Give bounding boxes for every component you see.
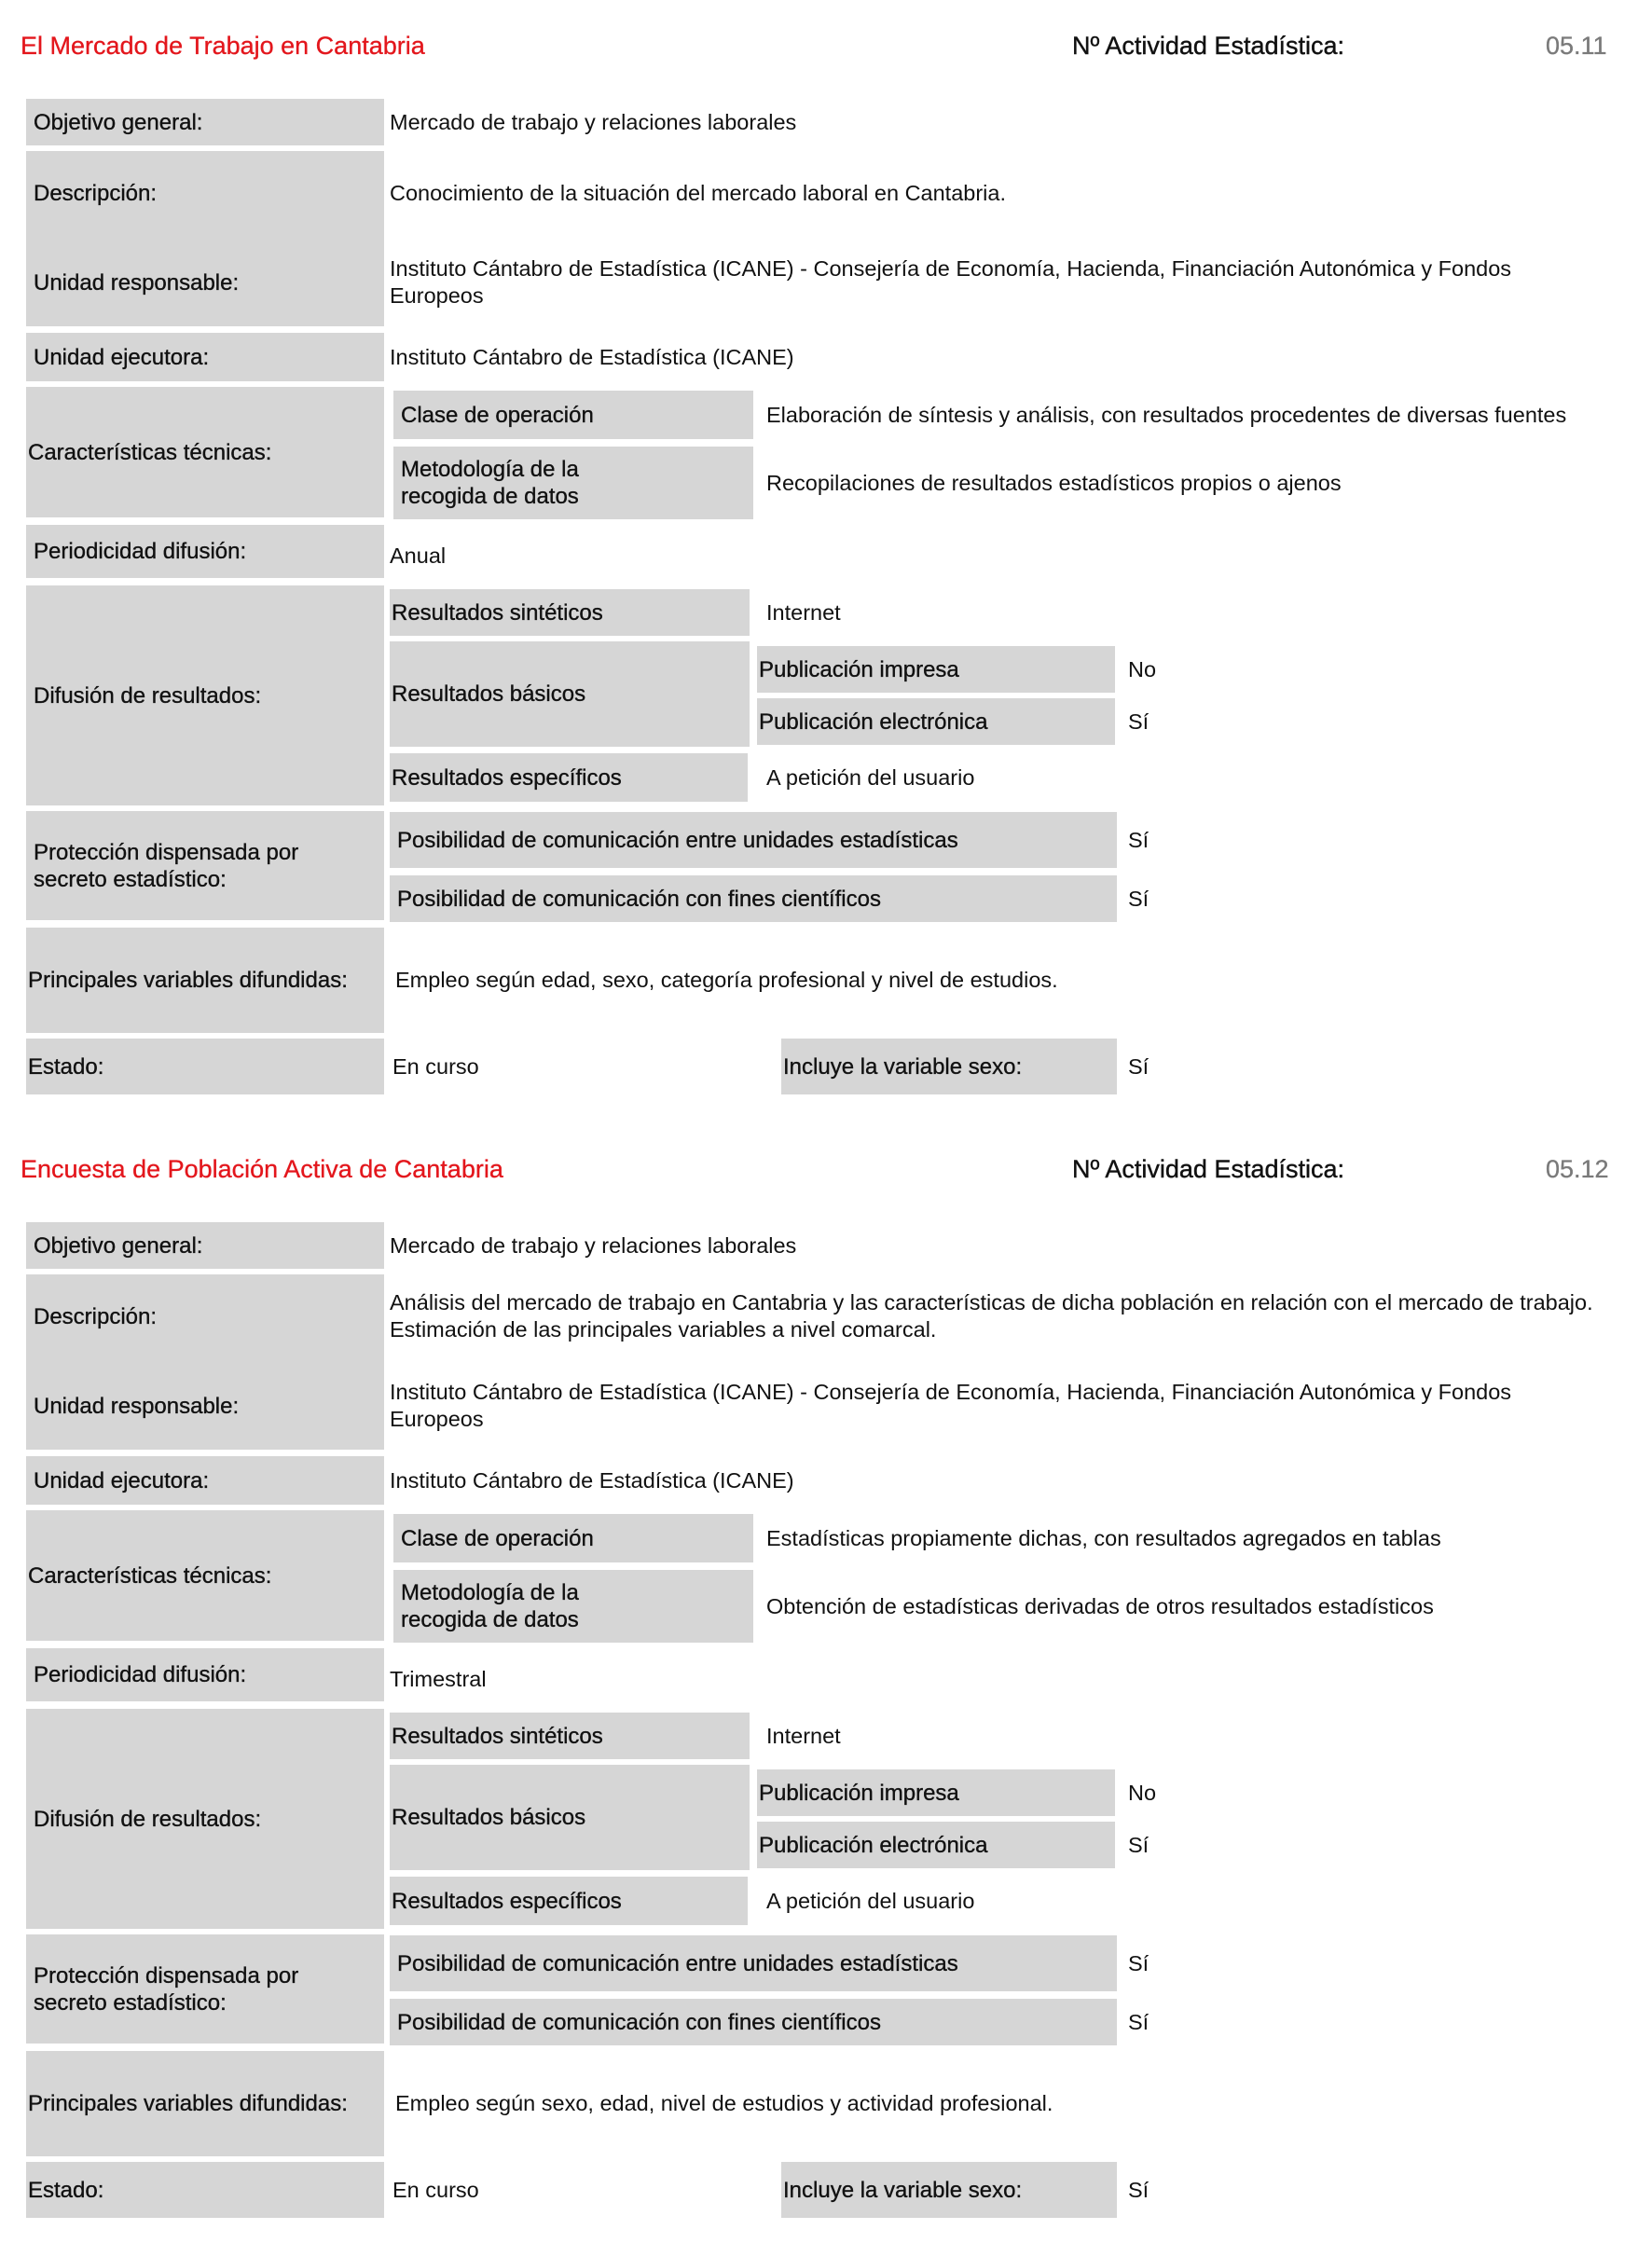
resultados-especificos-value: A petición del usuario	[766, 1888, 975, 1913]
unidad-responsable-label: Unidad responsable:	[34, 1393, 240, 1419]
objetivo-value: Mercado de trabajo y relaciones laborales	[390, 109, 797, 134]
metodologia-label: Metodología de la recogida de datos	[393, 447, 753, 519]
resultados-especificos-value: A petición del usuario	[766, 764, 975, 790]
proteccion-label: Protección dispensada por secreto estadístico:	[26, 811, 384, 920]
operation-block	[0, 1123, 1652, 2247]
activity-number-label: Nº Actividad Estadística:	[1072, 32, 1344, 60]
comunicacion-cientificos-label: Posibilidad de comunicación con fines científicos	[390, 875, 1117, 922]
resultados-especificos-label: Resultados específicos	[390, 753, 748, 802]
unidad-ejecutora-label: Unidad ejecutora:	[26, 1456, 384, 1505]
resultados-basicos-label: Resultados básicos	[390, 1765, 750, 1870]
incluye-sexo-label: Incluye la variable sexo:	[781, 2162, 1117, 2218]
estado-value: En curso	[392, 1053, 479, 1079]
publicacion-impresa-label: Publicación impresa	[757, 646, 1115, 693]
publicacion-electronica-label: Publicación electrónica	[757, 1822, 1115, 1868]
clase-operacion-label: Clase de operación	[393, 1514, 753, 1562]
unidad-ejecutora-value: Instituto Cántabro de Estadística (ICANE)	[390, 1467, 794, 1493]
resultados-especificos-label: Resultados específicos	[390, 1877, 748, 1925]
objetivo-value: Mercado de trabajo y relaciones laborales	[390, 1232, 797, 1258]
publicacion-impresa-value: No	[1128, 1780, 1157, 1805]
comunicacion-cientificos-label: Posibilidad de comunicación con fines científicos	[390, 1999, 1117, 2045]
variables-value: Empleo según edad, sexo, categoría profesional y nivel de estudios.	[395, 968, 1058, 992]
publicacion-impresa-label: Publicación impresa	[757, 1769, 1115, 1816]
clase-operacion-value: Estadísticas propiamente dichas, con resultados agregados en tablas	[766, 1525, 1441, 1550]
incluye-sexo-value: Sí	[1128, 1053, 1150, 1079]
metodologia-value: Recopilaciones de resultados estadísticos propios o ajenos	[766, 470, 1342, 495]
unidad-ejecutora-value: Instituto Cántabro de Estadística (ICANE)	[390, 344, 794, 369]
comunicacion-cientificos-value: Sí	[1128, 2009, 1150, 2034]
estado-label: Estado:	[26, 2162, 384, 2218]
metodologia-label: Metodología de la recogida de datos	[393, 1570, 753, 1643]
clase-operacion-label: Clase de operación	[393, 391, 753, 439]
descripcion-value: Conocimiento de la situación del mercado laboral en Cantabria.	[390, 180, 1006, 205]
caracteristicas-label: Características técnicas:	[26, 1510, 384, 1641]
activity-number: 05.12	[1546, 1155, 1609, 1183]
difusion-label: Difusión de resultados:	[26, 1709, 384, 1929]
comunicacion-unidades-label: Posibilidad de comunicación entre unidades estadísticas	[390, 812, 1117, 868]
publicacion-impresa-value: No	[1128, 656, 1157, 681]
publicacion-electronica-label: Publicación electrónica	[757, 698, 1115, 745]
publicacion-electronica-value: Sí	[1128, 1832, 1150, 1857]
unidad-ejecutora-label: Unidad ejecutora:	[26, 333, 384, 381]
operation-title: El Mercado de Trabajo en Cantabria	[21, 32, 425, 60]
comunicacion-unidades-value: Sí	[1128, 827, 1150, 852]
comunicacion-unidades-value: Sí	[1128, 1950, 1150, 1975]
resultados-sinteticos-value: Internet	[766, 1723, 841, 1748]
resultados-sinteticos-label: Resultados sintéticos	[390, 1713, 750, 1759]
variables-label: Principales variables difundidas:	[26, 928, 384, 1033]
periodicidad-value: Anual	[390, 544, 447, 568]
resultados-sinteticos-value: Internet	[766, 599, 841, 625]
unidad-responsable-value: Instituto Cántabro de Estadística (ICANE) - Consejería de Economía, Hacienda, Financiación Autonómica y Fondos Europeos	[390, 1380, 1512, 1431]
difusion-label: Difusión de resultados:	[26, 585, 384, 805]
periodicidad-label: Periodicidad difusión:	[26, 1648, 384, 1701]
activity-number: 05.11	[1546, 32, 1607, 60]
operation-title: Encuesta de Población Activa de Cantabria	[21, 1155, 503, 1183]
proteccion-label: Protección dispensada por secreto estadístico:	[26, 1934, 384, 2044]
activity-number-label: Nº Actividad Estadística:	[1072, 1155, 1344, 1183]
periodicidad-value: Trimestral	[390, 1667, 487, 1691]
periodicidad-label: Periodicidad difusión:	[26, 525, 384, 578]
variables-label: Principales variables difundidas:	[26, 2051, 384, 2156]
objetivo-label: Objetivo general:	[26, 99, 384, 145]
descripcion-label: Descripción:	[34, 180, 158, 206]
metodologia-value: Obtención de estadísticas derivadas de otros resultados estadísticos	[766, 1593, 1434, 1618]
publicacion-electronica-value: Sí	[1128, 709, 1150, 734]
operation-block	[0, 0, 1652, 1123]
clase-operacion-value: Elaboración de síntesis y análisis, con resultados procedentes de diversas fuentes	[766, 402, 1567, 427]
incluye-sexo-label: Incluye la variable sexo:	[781, 1039, 1117, 1094]
descripcion-label: Descripción:	[34, 1303, 158, 1329]
objetivo-label: Objetivo general:	[26, 1222, 384, 1269]
incluye-sexo-value: Sí	[1128, 2177, 1150, 2202]
estado-label: Estado:	[26, 1039, 384, 1094]
comunicacion-cientificos-value: Sí	[1128, 886, 1150, 911]
descripcion-value: Análisis del mercado de trabajo en Cantabria y las características de dicha población en relación con el mercado de trabajo. Estimación de las principales variables a nivel comarcal.	[390, 1290, 1593, 1342]
unidad-responsable-label: Unidad responsable:	[34, 269, 240, 296]
variables-value: Empleo según sexo, edad, nivel de estudios y actividad profesional.	[395, 2091, 1053, 2115]
comunicacion-unidades-label: Posibilidad de comunicación entre unidades estadísticas	[390, 1935, 1117, 1991]
caracteristicas-label: Características técnicas:	[26, 387, 384, 517]
unidad-responsable-value: Instituto Cántabro de Estadística (ICANE) - Consejería de Economía, Hacienda, Financiación Autonómica y Fondos Europeos	[390, 256, 1512, 308]
resultados-basicos-label: Resultados básicos	[390, 641, 750, 747]
resultados-sinteticos-label: Resultados sintéticos	[390, 589, 750, 636]
estado-value: En curso	[392, 2177, 479, 2202]
